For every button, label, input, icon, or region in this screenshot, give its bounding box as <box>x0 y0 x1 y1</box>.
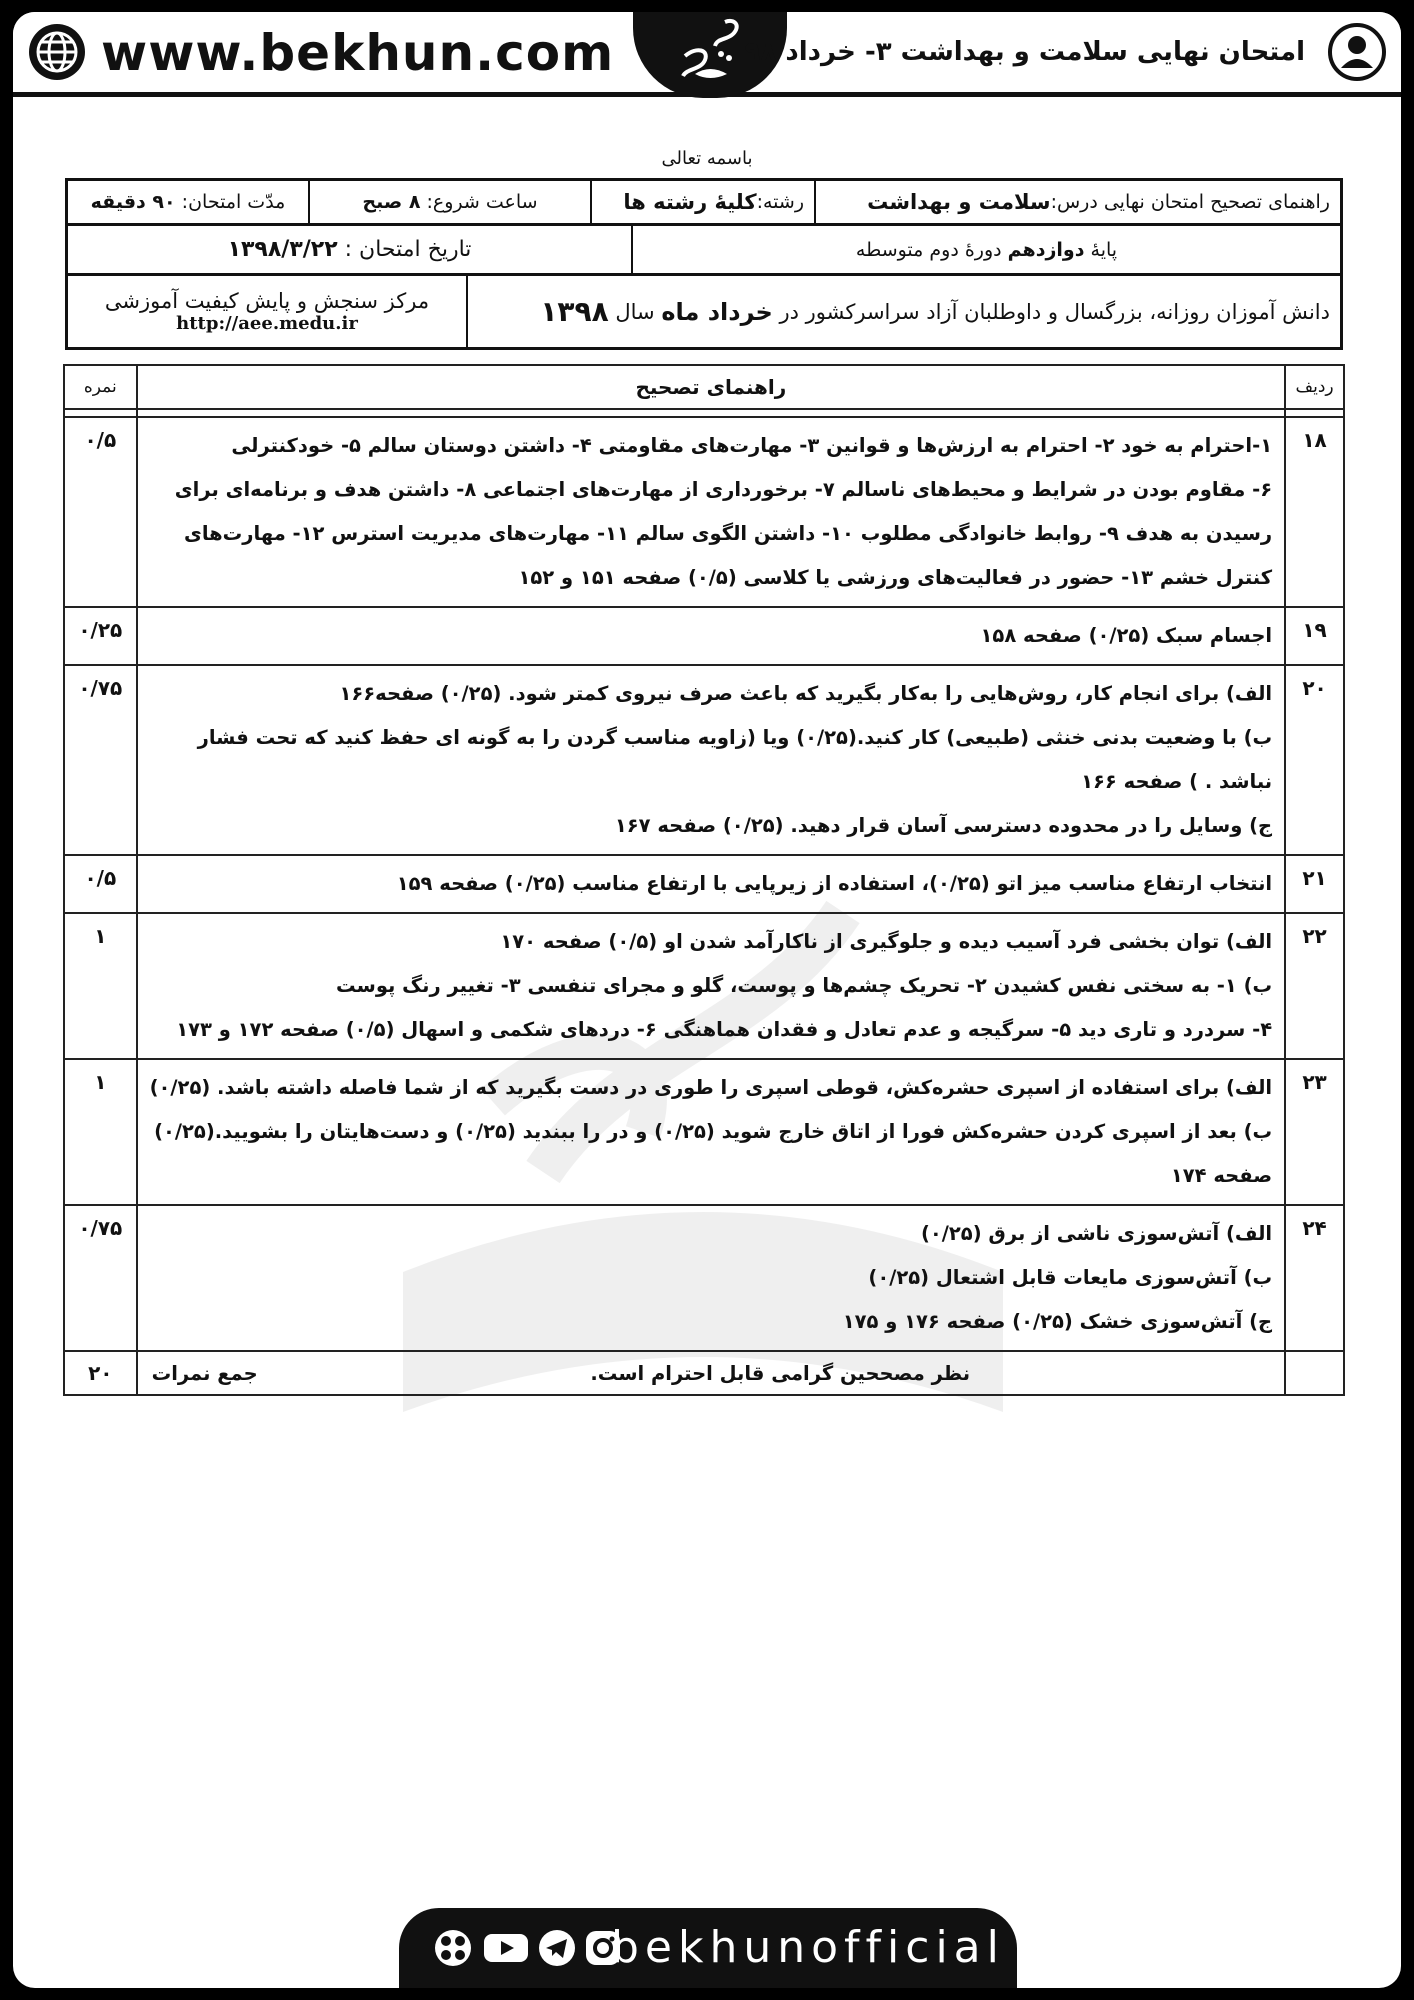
answer-content <box>137 417 1286 607</box>
month-bold: خرداد ماه <box>661 297 773 326</box>
answer-line: ج) وسایل را در محدوده دسترسی آسان قرار دهید. (۰/۲۵) صفحه ۱۶۷ <box>614 814 1273 837</box>
grade-post: دورهٔ دوم متوسطه <box>855 238 1002 261</box>
table-row <box>64 1059 1344 1205</box>
duration-value: ۹۰ دقیقه <box>90 191 176 213</box>
course-name: سلامت و بهداشت <box>867 190 1051 214</box>
basmala: باسمه تعالی <box>661 148 753 169</box>
date-label: تاریخ امتحان : <box>344 237 472 262</box>
social-bar <box>399 1908 1017 1988</box>
guide-label: راهنمای تصحیح امتحان نهایی درس: <box>1050 191 1330 213</box>
center-url[interactable]: http://aee.medu.ir <box>176 313 358 334</box>
row-number: ۲۲ <box>1285 913 1344 1059</box>
footer-total-label: جمع نمرات <box>151 1361 258 1385</box>
globe-icon[interactable] <box>27 22 87 82</box>
answer-line: ب) با وضعیت بدنی خنثی (طبیعی) کار کنید.(۰/۲۵) ویا (زاویه مناسب گردن را به گونه ای حفظ کنید که تحت فشار <box>197 726 1273 749</box>
exam-page <box>13 12 1401 1988</box>
info-row-course <box>65 178 1343 226</box>
field-label: رشته: <box>756 191 804 213</box>
answer-line: اجسام سبک (۰/۲۵) صفحه ۱۵۸ <box>980 624 1273 647</box>
table-row <box>64 855 1344 913</box>
grade-bold: دوازدهم <box>1007 238 1085 261</box>
exam-title: امتحان نهایی سلامت و بهداشت ۳- خرداد ۹۸ <box>744 37 1305 67</box>
row-score: ۰/۲۵ <box>64 607 137 665</box>
answer-table <box>63 364 1345 1396</box>
answer-line: الف) آتش‌سوزی ناشی از برق (۰/۲۵) <box>920 1222 1273 1245</box>
row-score: ۰/۷۵ <box>64 1205 137 1351</box>
row-score: ۰/۵ <box>64 855 137 913</box>
answer-table-header <box>64 365 1344 409</box>
answer-line: الف) برای استفاده از اسپری حشره‌کش، قوطی اسپری را طوری در دست بگیرید که از شما فاصله داشته باشد. (۰/۲۵) <box>149 1076 1273 1099</box>
answer-content <box>137 1059 1286 1205</box>
year-label: سال <box>615 299 655 324</box>
table-footer-row <box>64 1351 1344 1395</box>
row-number: ۲۳ <box>1285 1059 1344 1205</box>
answer-content <box>137 855 1286 913</box>
answer-line: نباشد . ) صفحه ۱۶۶ <box>1081 770 1273 793</box>
answer-content <box>137 1205 1286 1351</box>
row-score: ۰/۷۵ <box>64 665 137 855</box>
youtube-icon[interactable] <box>483 1928 529 1968</box>
grade-pre: پایهٔ <box>1090 238 1118 261</box>
answer-line: الف) برای انجام کار، روش‌هایی را به‌کار بگیرید که باعث صرف نیروی کمتر شود. (۰/۲۵) صفحه۱۶۶ <box>339 682 1273 705</box>
answer-line: انتخاب ارتفاع مناسب میز اتو (۰/۲۵)، استفاده از زیرپایی با ارتفاع مناسب (۰/۲۵) صفحه ۱۵۹ <box>396 872 1273 895</box>
telegram-icon[interactable] <box>537 1928 577 1968</box>
footer-note-cell <box>137 1351 1286 1395</box>
col-score-header: نمره <box>64 365 137 409</box>
answer-line: ۴- سردرد و تاری دید ۵- سرگیجه و عدم تعادل و فقدان هماهنگی ۶- دردهای شکمی و اسهال (۰/۵) صفحه ۱۷۲ و ۱۷۳ <box>176 1018 1273 1041</box>
aparat-icon[interactable] <box>433 1928 473 1968</box>
answer-line: ب) آتش‌سوزی مایعات قابل اشتعال (۰/۲۵) <box>868 1266 1273 1289</box>
year-value: ۱۳۹۸ <box>540 295 609 328</box>
answer-line: صفحه ۱۷۴ <box>1170 1164 1273 1187</box>
field-value: کلیهٔ رشته ها <box>623 190 757 214</box>
col-guide-header: راهنمای تصحیح <box>137 365 1286 409</box>
header-bar <box>13 12 1401 97</box>
answer-line: ۶- مقاوم بودن در شرایط و محیط‌های ناسالم ۷- برخورداری از مهارت‌های اجتماعی ۸- داشتن هدف و برنامه‌ای برای <box>174 478 1273 501</box>
table-gap <box>64 409 1344 417</box>
user-icon <box>1327 22 1387 82</box>
footer-note: نظر مصححین گرامی قابل احترام است. <box>590 1361 971 1385</box>
table-row <box>64 1205 1344 1351</box>
row-number: ۱۹ <box>1285 607 1344 665</box>
info-row-students <box>65 276 1343 350</box>
table-row <box>64 607 1344 665</box>
row-number: ۱۸ <box>1285 417 1344 607</box>
answer-line: کنترل خشم ۱۳- حضور در فعالیت‌های ورزشی یا کلاسی (۰/۵) صفحه ۱۵۱ و ۱۵۲ <box>518 566 1273 589</box>
students-text: دانش آموزان روزانه، بزرگسال و داوطلبان آزاد سراسرکشور در <box>779 299 1330 324</box>
answer-line: ب) ۱- به سختی نفس کشیدن ۲- تحریک چشم‌ها و پوست، گلو و مجرای تنفسی ۳- تغییر رنگ پوست <box>336 974 1273 997</box>
table-row <box>64 913 1344 1059</box>
start-value: ۸ صبح <box>362 191 421 213</box>
row-number: ۲۴ <box>1285 1205 1344 1351</box>
footer-total: ۲۰ <box>64 1351 137 1395</box>
row-number: ۲۱ <box>1285 855 1344 913</box>
start-label: ساعت شروع: <box>426 191 538 213</box>
answer-line: رسیدن به هدف ۹- روابط خانوادگی مطلوب ۱۰- داشتن الگوی سالم ۱۱- مهارت‌های مدیریت استرس ۱۲- مهارت‌های <box>183 522 1273 545</box>
social-handle[interactable]: bekhunofficial <box>611 1922 1005 1973</box>
table-row <box>64 665 1344 855</box>
row-score: ۱ <box>64 1059 137 1205</box>
answer-content <box>137 607 1286 665</box>
footer-empty-cell <box>1285 1351 1344 1395</box>
center-name: مرکز سنجش و پایش کیفیت آموزشی <box>104 289 430 313</box>
answer-content <box>137 665 1286 855</box>
answer-line: ب) بعد از اسپری کردن حشره‌کش فورا از اتاق خارج شوید (۰/۲۵) و در را ببندید (۰/۲۵) و دست‌هایتان را بشویید.(۰/۲۵) <box>154 1120 1273 1143</box>
row-score: ۰/۵ <box>64 417 137 607</box>
row-score: ۱ <box>64 913 137 1059</box>
table-row <box>64 417 1344 607</box>
row-number: ۲۰ <box>1285 665 1344 855</box>
answer-line: الف) توان بخشی فرد آسیب دیده و جلوگیری از ناکارآمد شدن او (۰/۵) صفحه ۱۷۰ <box>500 930 1273 953</box>
duration-label: مدّت امتحان: <box>181 191 286 213</box>
info-row-grade <box>65 226 1343 276</box>
answer-content <box>137 913 1286 1059</box>
answer-line: ۱-احترام به خود ۲- احترام به ارزش‌ها و قوانین ۳- مهارت‌های مقاومتی ۴- داشتن دوستان سالم ۵- خودکنترلی <box>231 434 1273 457</box>
answer-line: ج) آتش‌سوزی خشک (۰/۲۵) صفحه ۱۷۶ و ۱۷۵ <box>842 1310 1273 1333</box>
date-value: ۱۳۹۸/۳/۲۲ <box>227 237 338 262</box>
col-row-header: ردیف <box>1285 365 1344 409</box>
site-url[interactable]: www.bekhun.com <box>101 24 615 82</box>
